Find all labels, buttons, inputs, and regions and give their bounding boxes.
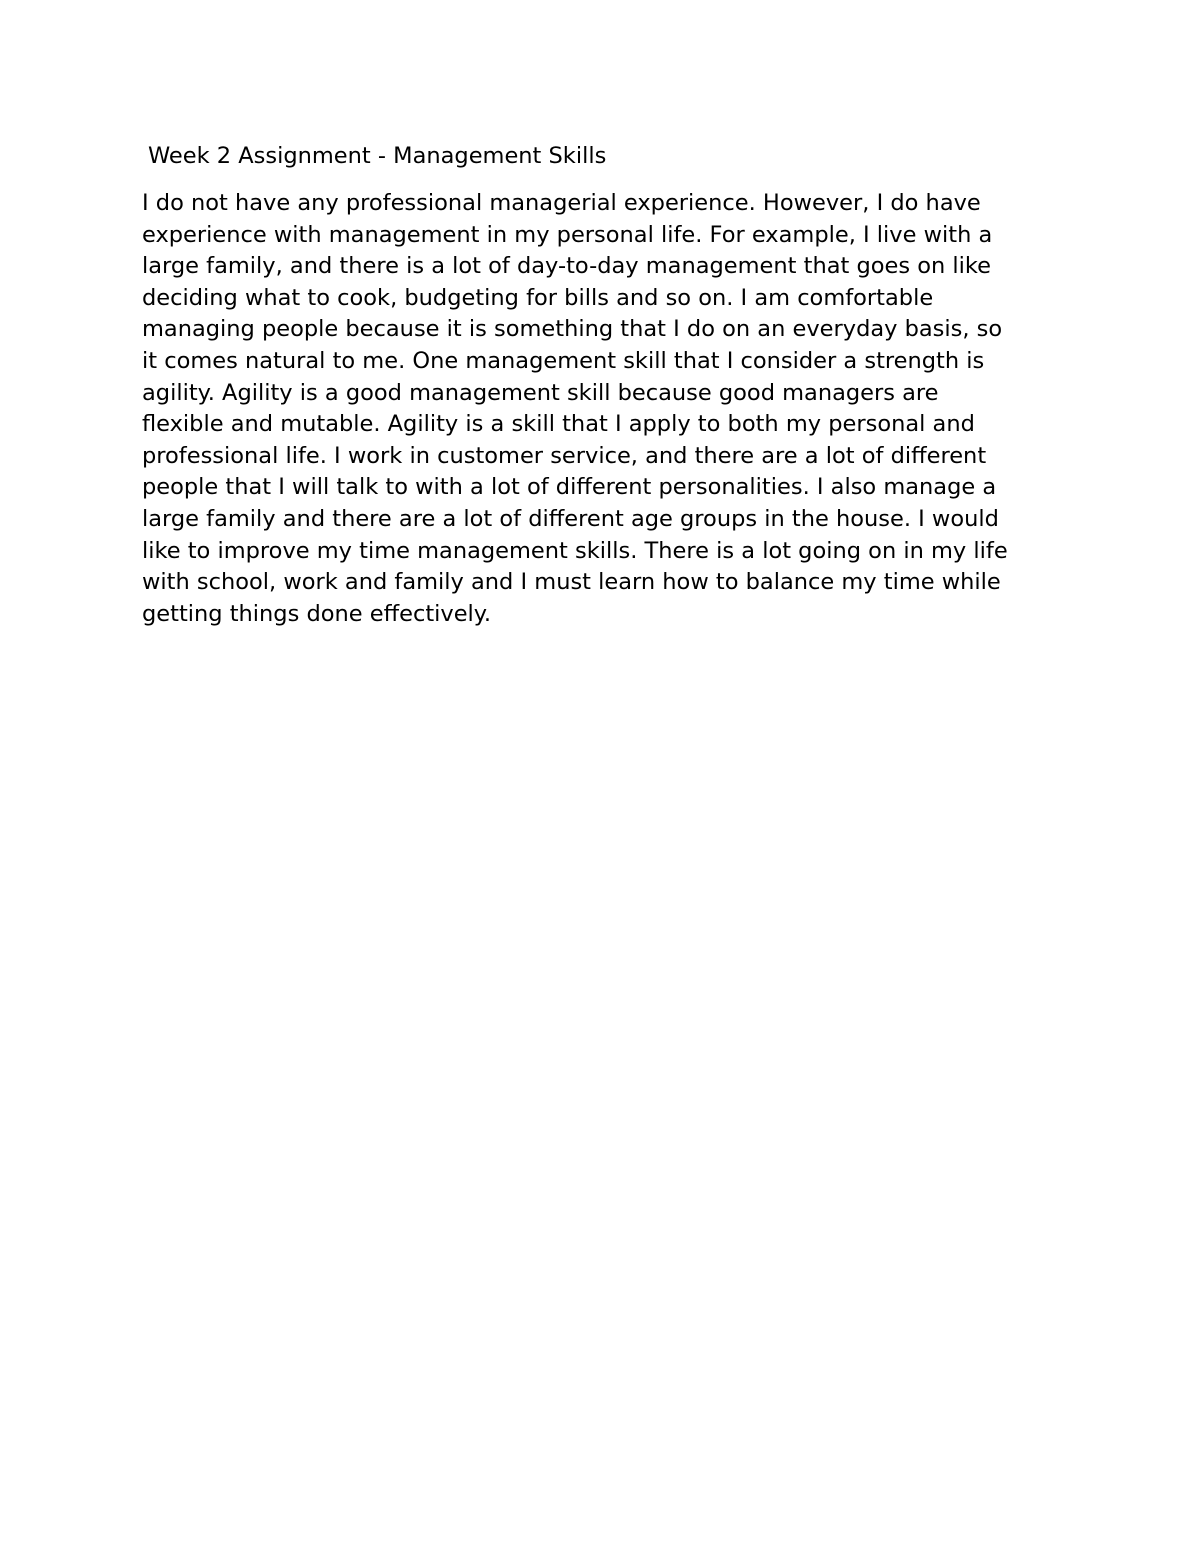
document-title: Week 2 Assignment - Management Skills (148, 143, 607, 169)
body-line: deciding what to cook, budgeting for bills and so on. I am comfortable (142, 284, 934, 311)
body-line: experience with management in my personal life. For example, I live with a (142, 221, 993, 248)
body-line: I do not have any professional managerial experience. However, I do have (142, 190, 981, 216)
body-line: agility. Agility is a good management skill because good managers are (142, 379, 939, 406)
body-line: flexible and mutable. Agility is a skill that I apply to both my personal and (142, 411, 975, 438)
body-line: large family, and there is a lot of day-to-day management that goes on like (142, 253, 991, 280)
body-line: with school, work and family and I must learn how to balance my time while (142, 569, 1001, 596)
body-line: it comes natural to me. One management skill that I consider a strength is (142, 347, 985, 374)
body-line: managing people because it is something that I do on an everyday basis, so (142, 316, 1003, 343)
body-line: like to improve my time management skills. There is a lot going on in my life (142, 537, 1008, 564)
body-line: professional life. I work in customer service, and there are a lot of different (142, 442, 987, 469)
document-body (142, 188, 1008, 630)
body-line: people that I will talk to with a lot of different personalities. I also manage a (142, 474, 997, 501)
body-line: getting things done effectively. (142, 600, 492, 627)
body-line: large family and there are a lot of different age groups in the house. I would (142, 505, 999, 532)
